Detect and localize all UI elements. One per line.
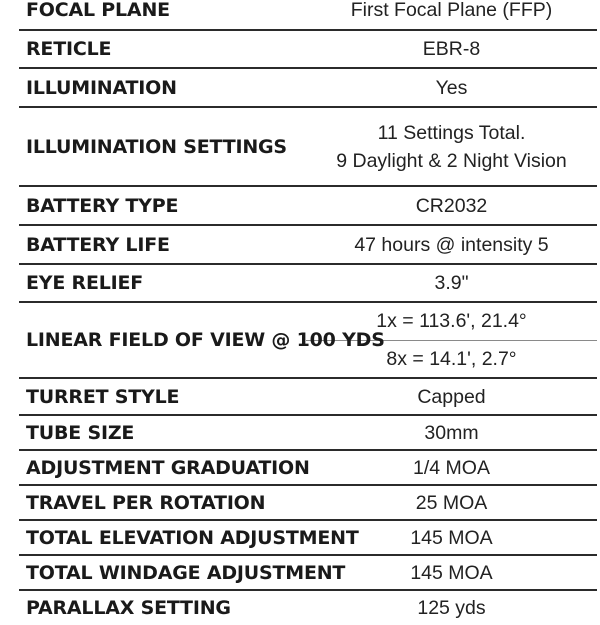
- spec-value: 1x = 113.6', 21.4°: [306, 302, 597, 340]
- spec-label: TURRET STYLE: [19, 378, 306, 415]
- spec-value: CR2032: [306, 186, 597, 225]
- spec-label: TOTAL WINDAGE ADJUSTMENT: [19, 555, 306, 590]
- spec-value: 25 MOA: [306, 485, 597, 520]
- spec-row-focal-plane: [19, 0, 597, 30]
- spec-value: 125 yds: [306, 590, 597, 625]
- spec-value: Yes: [306, 68, 597, 107]
- spec-label: TOTAL ELEVATION ADJUSTMENT: [19, 520, 306, 555]
- spec-row-field-of-view-1x: [19, 302, 597, 340]
- spec-value: 47 hours @ intensity 5: [306, 225, 597, 264]
- spec-value: EBR-8: [306, 30, 597, 68]
- spec-label: [19, 302, 385, 378]
- spec-row-turret-style: [19, 378, 597, 415]
- spec-row-battery-life: [19, 225, 597, 264]
- spec-label: TUBE SIZE: [19, 415, 306, 450]
- spec-row-total-windage-adjustment: [19, 555, 597, 590]
- spec-value-line: 11 Settings Total.: [377, 121, 526, 144]
- spec-row-illumination-settings: [19, 107, 597, 186]
- spec-row-illumination: [19, 68, 597, 107]
- spec-label: ILLUMINATION: [19, 68, 306, 107]
- spec-row-travel-per-rotation: [19, 485, 597, 520]
- spec-value: [306, 107, 597, 186]
- spec-value: First Focal Plane (FFP): [350, 0, 553, 21]
- spec-value: 8x = 14.1', 2.7°: [306, 340, 597, 378]
- spec-label: BATTERY TYPE: [19, 186, 306, 225]
- spec-row-parallax-setting: [19, 590, 597, 625]
- spec-value: 1/4 MOA: [306, 450, 597, 485]
- spec-label: PARALLAX SETTING: [19, 590, 306, 625]
- spec-label: FOCAL PLANE: [26, 0, 170, 21]
- spec-label: EYE RELIEF: [19, 264, 306, 302]
- spec-row-battery-type: [19, 186, 597, 225]
- spec-label: TRAVEL PER ROTATION: [19, 485, 306, 520]
- spec-row-total-elevation-adjustment: [19, 520, 597, 555]
- spec-value-line: 9 Daylight & 2 Night Vision: [336, 149, 567, 172]
- spec-row-tube-size: [19, 415, 597, 450]
- spec-row-eye-relief: [19, 264, 597, 302]
- spec-row-reticle: [19, 30, 597, 68]
- specifications-table: [19, 0, 597, 625]
- spec-label-line: LINEAR FIELD OF VIEW: [26, 329, 265, 351]
- spec-value: 145 MOA: [306, 555, 597, 590]
- spec-value: 3.9": [306, 264, 597, 302]
- spec-label: RETICLE: [19, 30, 306, 68]
- spec-label-line: @ 100 YDS: [271, 329, 385, 351]
- spec-value: 145 MOA: [306, 520, 597, 555]
- spec-value: Capped: [306, 378, 597, 415]
- spec-label: ADJUSTMENT GRADUATION: [19, 450, 306, 485]
- spec-label: BATTERY LIFE: [19, 225, 306, 264]
- spec-label: ILLUMINATION SETTINGS: [19, 107, 306, 186]
- spec-value: 30mm: [306, 415, 597, 450]
- spec-row-adjustment-graduation: [19, 450, 597, 485]
